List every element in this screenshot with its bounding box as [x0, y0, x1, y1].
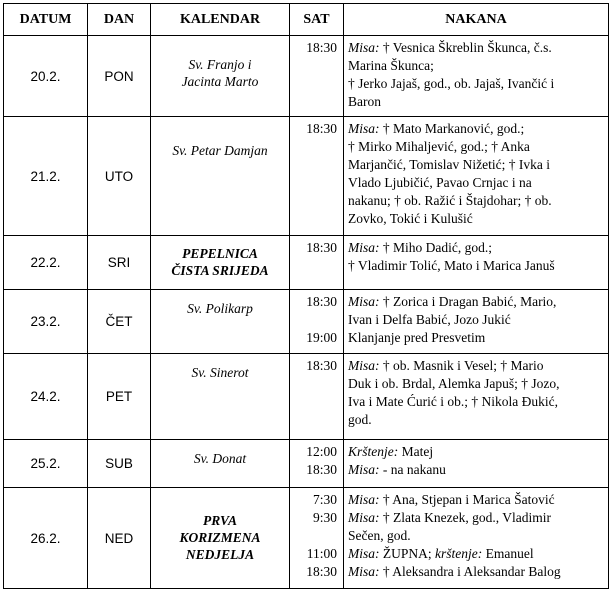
- intention-label: Misa:: [348, 510, 380, 525]
- time-value: 11:00: [306, 546, 337, 561]
- date-cell: 22.2.: [4, 236, 88, 290]
- time-value: 18:30: [306, 121, 337, 136]
- intention-text: Matej: [398, 444, 434, 459]
- intention-line: Marjančić, Tomislav Nižetić; † Ivka i: [348, 157, 550, 172]
- time-cell: [290, 36, 344, 117]
- intention-label: Misa:: [348, 121, 380, 136]
- calendar-cell: [151, 290, 290, 354]
- header-sat: SAT: [290, 4, 344, 36]
- table-row: [4, 488, 609, 589]
- intention-text: † Aleksandra i Aleksandar Balog: [379, 564, 561, 579]
- header-dan: DAN: [88, 4, 151, 36]
- calendar-cell: [151, 488, 290, 589]
- intention-line: [348, 563, 604, 581]
- intention-label: Misa:: [348, 294, 380, 309]
- intention-line: Marina Škunca;: [348, 58, 434, 73]
- date-cell: 21.2.: [4, 117, 88, 236]
- calendar-line: NEDJELJA: [185, 547, 255, 562]
- intention-line: † Mirko Mihaljević, god.; † Anka: [348, 139, 530, 154]
- intention-text: † Miho Dadić, god.;: [379, 240, 492, 255]
- table-row: [4, 290, 609, 354]
- calendar-cell: [151, 354, 290, 440]
- time-value: 18:30: [306, 462, 337, 477]
- table-row: [4, 354, 609, 440]
- time-value: 18:30: [306, 40, 337, 55]
- intention-label: Misa:: [348, 492, 380, 507]
- intention-cell: [344, 440, 609, 488]
- calendar-cell: [151, 36, 290, 117]
- intention-text: † Zlata Knezek, god., Vladimir: [379, 510, 551, 525]
- intention-line: Ivan i Delfa Babić, Jozo Jukić: [348, 312, 511, 327]
- time-value: 18:30: [306, 240, 337, 255]
- intention-line: † Jerko Jajaš, god., ob. Jajaš, Ivančić i: [348, 76, 555, 91]
- time-value: 12:00: [306, 444, 337, 459]
- header-row: [4, 4, 609, 36]
- intention-text: ŽUPNA;: [379, 546, 436, 561]
- intention-text: † Mato Markanović, god.;: [379, 121, 525, 136]
- intention-cell: [344, 354, 609, 440]
- time-cell: [290, 488, 344, 589]
- calendar-line: PRVA: [202, 513, 237, 528]
- date-cell: 26.2.: [4, 488, 88, 589]
- table-row: [4, 236, 609, 290]
- intention-label: Misa:: [348, 240, 380, 255]
- calendar-line: Sv. Franjo i: [188, 57, 252, 72]
- intention-label: Misa:: [348, 462, 380, 477]
- intention-text: † Vesnica Škreblin Škunca, č.s.: [379, 40, 552, 55]
- date-cell: 25.2.: [4, 440, 88, 488]
- calendar-line: KORIZMENA: [179, 530, 261, 545]
- intention-line: Klanjanje pred Presvetim: [348, 330, 486, 345]
- intention-line: [348, 357, 604, 375]
- intention-label: krštenje:: [435, 546, 483, 561]
- intention-line: [348, 491, 604, 509]
- day-cell: PET: [88, 354, 151, 440]
- header-datum: DATUM: [4, 4, 88, 36]
- intention-label: Misa:: [348, 564, 380, 579]
- table-row: [4, 117, 609, 236]
- table-row: [4, 36, 609, 117]
- time-value: 18:30: [306, 358, 337, 373]
- intention-line: [348, 461, 604, 479]
- intention-line: Baron: [348, 94, 381, 109]
- intention-cell: [344, 290, 609, 354]
- calendar-line: Sv. Sinerot: [191, 365, 249, 380]
- calendar-cell: [151, 236, 290, 290]
- time-value: 18:30: [306, 294, 337, 309]
- intention-line: [348, 545, 604, 563]
- intention-text: † Ana, Stjepan i Marica Šatović: [379, 492, 555, 507]
- time-value: 18:30: [306, 564, 337, 579]
- intention-cell: [344, 488, 609, 589]
- intention-line: god.: [348, 412, 372, 427]
- time-cell: [290, 354, 344, 440]
- calendar-line: Sv. Donat: [193, 451, 247, 466]
- intention-cell: [344, 117, 609, 236]
- time-cell: [290, 236, 344, 290]
- intention-line: [348, 39, 604, 57]
- mass-schedule-table: [3, 3, 609, 589]
- calendar-line: Sv. Polikarp: [187, 301, 253, 316]
- intention-line: [348, 509, 604, 527]
- day-cell: PON: [88, 36, 151, 117]
- intention-label: Krštenje:: [348, 444, 399, 459]
- time-value: 19:00: [306, 330, 337, 345]
- time-cell: [290, 290, 344, 354]
- intention-line: † Vladimir Tolić, Mato i Marica Januš: [348, 258, 555, 273]
- table-row: [4, 440, 609, 488]
- calendar-cell: [151, 440, 290, 488]
- date-cell: 23.2.: [4, 290, 88, 354]
- intention-text: - na nakanu: [379, 462, 446, 477]
- intention-cell: [344, 236, 609, 290]
- header-kalendar: KALENDAR: [151, 4, 290, 36]
- intention-cell: [344, 36, 609, 117]
- intention-label: Misa:: [348, 358, 380, 373]
- time-cell: [290, 440, 344, 488]
- intention-line: Iva i Mate Ćurić i ob.; † Nikola Đukić,: [348, 394, 558, 409]
- intention-text: † Zorica i Dragan Babić, Mario,: [379, 294, 557, 309]
- intention-line: Vlado Ljubičić, Pavao Crnjac i na: [348, 175, 532, 190]
- time-value: 7:30: [312, 492, 337, 507]
- time-value: 9:30: [312, 510, 337, 525]
- calendar-line: Jacinta Marto: [181, 74, 259, 89]
- intention-line: [348, 239, 604, 257]
- intention-line: [348, 293, 604, 311]
- calendar-cell: [151, 117, 290, 236]
- intention-line: [348, 120, 604, 138]
- intention-line: [348, 443, 604, 461]
- intention-line: Zovko, Tokić i Kulušić: [348, 211, 473, 226]
- intention-line: Duk i ob. Brdal, Alemka Japuš; † Jozo,: [348, 376, 560, 391]
- header-nakana: NAKANA: [344, 4, 609, 36]
- date-cell: 24.2.: [4, 354, 88, 440]
- intention-label: Misa:: [348, 40, 380, 55]
- intention-line: Sečen, god.: [348, 528, 411, 543]
- intention-text: † ob. Masnik i Vesel; † Mario: [379, 358, 544, 373]
- day-cell: NED: [88, 488, 151, 589]
- calendar-line: ČISTA SRIJEDA: [171, 263, 269, 278]
- date-cell: 20.2.: [4, 36, 88, 117]
- intention-label: Misa:: [348, 546, 380, 561]
- intention-line: nakanu; † ob. Ražić i Štajdohar; † ob.: [348, 193, 552, 208]
- day-cell: SRI: [88, 236, 151, 290]
- intention-text: Emanuel: [482, 546, 534, 561]
- calendar-line: PEPELNICA: [182, 246, 258, 261]
- day-cell: ČET: [88, 290, 151, 354]
- time-cell: [290, 117, 344, 236]
- day-cell: UTO: [88, 117, 151, 236]
- day-cell: SUB: [88, 440, 151, 488]
- calendar-line: Sv. Petar Damjan: [172, 143, 268, 158]
